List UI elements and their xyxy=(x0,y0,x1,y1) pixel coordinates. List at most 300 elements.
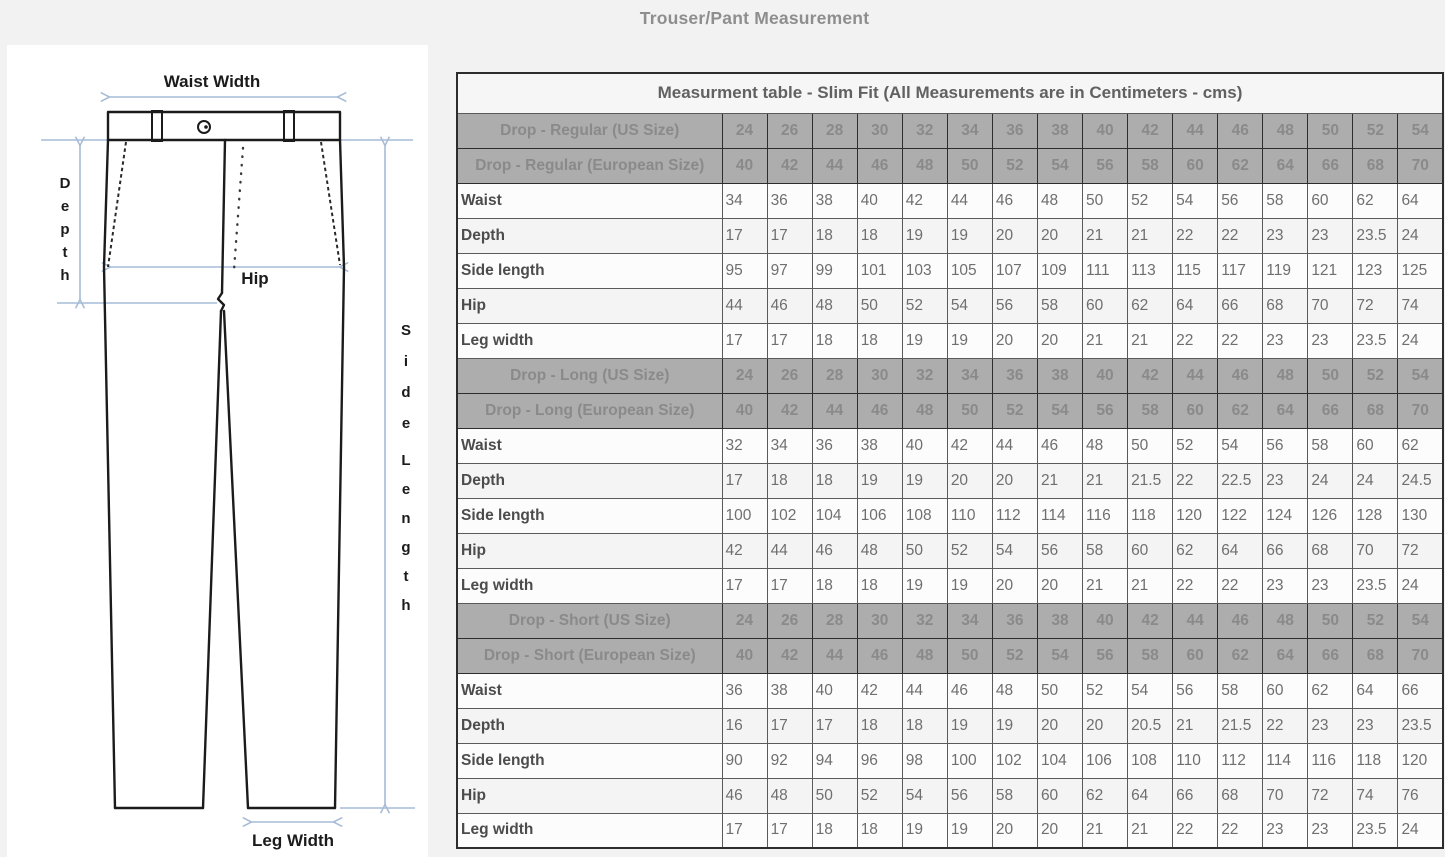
size-cell: 48 xyxy=(1263,358,1308,393)
size-cell: 28 xyxy=(812,113,857,148)
size-cell: 24 xyxy=(722,113,767,148)
value-cell: 66 xyxy=(1173,778,1218,813)
belt-loop-right xyxy=(284,111,294,141)
value-cell: 44 xyxy=(992,428,1037,463)
value-cell: 20 xyxy=(1083,708,1128,743)
waist-button-hole xyxy=(204,125,208,129)
value-cell: 20 xyxy=(992,323,1037,358)
value-cell: 18 xyxy=(812,323,857,358)
value-cell: 102 xyxy=(992,743,1037,778)
size-cell: 40 xyxy=(722,638,767,673)
value-cell: 102 xyxy=(767,498,812,533)
waist-width-label: Waist Width xyxy=(163,72,261,91)
value-cell: 68 xyxy=(1263,288,1308,323)
value-cell: 54 xyxy=(1128,673,1173,708)
value-cell: 60 xyxy=(1263,673,1308,708)
row-label: Leg width xyxy=(457,568,722,603)
table-row xyxy=(457,778,1443,813)
value-cell: 21.5 xyxy=(1128,463,1173,498)
value-cell: 17 xyxy=(767,813,812,848)
value-cell: 98 xyxy=(902,743,947,778)
side-label: S i d e xyxy=(400,322,412,432)
size-cell: 32 xyxy=(902,113,947,148)
value-cell: 118 xyxy=(1353,743,1398,778)
value-cell: 22 xyxy=(1218,218,1263,253)
value-cell: 66 xyxy=(1218,288,1263,323)
value-cell: 21 xyxy=(1083,323,1128,358)
table-row xyxy=(457,463,1443,498)
value-cell: 124 xyxy=(1263,498,1308,533)
value-cell: 111 xyxy=(1083,253,1128,288)
size-row-label: Drop - Regular (US Size) xyxy=(457,113,722,148)
value-cell: 23.5 xyxy=(1353,323,1398,358)
value-cell: 20 xyxy=(992,463,1037,498)
size-cell: 38 xyxy=(1037,358,1082,393)
value-cell: 70 xyxy=(1263,778,1308,813)
value-cell: 32 xyxy=(722,428,767,463)
value-cell: 54 xyxy=(1218,428,1263,463)
value-cell: 20.5 xyxy=(1128,708,1173,743)
value-cell: 22 xyxy=(1218,568,1263,603)
value-cell: 70 xyxy=(1353,533,1398,568)
value-cell: 22 xyxy=(1173,568,1218,603)
table-row xyxy=(457,708,1443,743)
value-cell: 104 xyxy=(1037,743,1082,778)
value-cell: 19 xyxy=(902,323,947,358)
size-cell: 26 xyxy=(767,113,812,148)
size-cell: 40 xyxy=(1083,113,1128,148)
row-label: Leg width xyxy=(457,323,722,358)
measurement-table xyxy=(456,72,1444,849)
size-cell: 62 xyxy=(1218,638,1263,673)
value-cell: 42 xyxy=(857,673,902,708)
size-cell: 42 xyxy=(767,148,812,183)
table-row xyxy=(457,568,1443,603)
size-cell: 58 xyxy=(1128,638,1173,673)
value-cell: 23.5 xyxy=(1353,218,1398,253)
size-row-label: Drop - Short (US Size) xyxy=(457,603,722,638)
size-cell: 60 xyxy=(1173,148,1218,183)
size-cell: 48 xyxy=(1263,113,1308,148)
size-cell: 44 xyxy=(812,638,857,673)
size-cell: 58 xyxy=(1128,148,1173,183)
waistband xyxy=(108,112,340,140)
value-cell: 58 xyxy=(1037,288,1082,323)
size-cell: 42 xyxy=(767,638,812,673)
row-label: Hip xyxy=(457,533,722,568)
size-cell: 46 xyxy=(857,148,902,183)
value-cell: 18 xyxy=(857,708,902,743)
value-cell: 38 xyxy=(767,673,812,708)
left-outer-seam xyxy=(104,140,115,808)
value-cell: 17 xyxy=(767,323,812,358)
table-row xyxy=(457,743,1443,778)
size-cell: 52 xyxy=(992,638,1037,673)
value-cell: 64 xyxy=(1398,183,1443,218)
value-cell: 60 xyxy=(1308,183,1353,218)
value-cell: 96 xyxy=(857,743,902,778)
value-cell: 20 xyxy=(992,568,1037,603)
value-cell: 54 xyxy=(1173,183,1218,218)
value-cell: 24 xyxy=(1353,463,1398,498)
value-cell: 19 xyxy=(947,708,992,743)
value-cell: 23.5 xyxy=(1353,813,1398,848)
value-cell: 18 xyxy=(857,218,902,253)
value-cell: 116 xyxy=(1083,498,1128,533)
value-cell: 18 xyxy=(857,568,902,603)
value-cell: 17 xyxy=(722,463,767,498)
size-cell: 60 xyxy=(1173,393,1218,428)
value-cell: 108 xyxy=(1128,743,1173,778)
value-cell: 48 xyxy=(992,673,1037,708)
value-cell: 20 xyxy=(1037,218,1082,253)
size-cell: 68 xyxy=(1353,638,1398,673)
value-cell: 22 xyxy=(1173,813,1218,848)
value-cell: 52 xyxy=(1128,183,1173,218)
value-cell: 121 xyxy=(1308,253,1353,288)
crotch-notch xyxy=(218,293,224,311)
size-cell: 40 xyxy=(1083,358,1128,393)
size-cell: 36 xyxy=(992,358,1037,393)
value-cell: 123 xyxy=(1353,253,1398,288)
value-cell: 16 xyxy=(722,708,767,743)
table-row xyxy=(457,533,1443,568)
value-cell: 112 xyxy=(1218,743,1263,778)
size-cell: 46 xyxy=(1218,113,1263,148)
row-label: Depth xyxy=(457,218,722,253)
size-cell: 36 xyxy=(992,113,1037,148)
size-cell: 64 xyxy=(1263,393,1308,428)
value-cell: 18 xyxy=(812,568,857,603)
value-cell: 72 xyxy=(1353,288,1398,323)
value-cell: 114 xyxy=(1263,743,1308,778)
value-cell: 18 xyxy=(857,323,902,358)
size-cell: 32 xyxy=(902,358,947,393)
size-row-label: Drop - Short (European Size) xyxy=(457,638,722,673)
value-cell: 52 xyxy=(947,533,992,568)
value-cell: 23 xyxy=(1308,708,1353,743)
size-cell: 56 xyxy=(1083,148,1128,183)
size-cell: 30 xyxy=(857,603,902,638)
size-cell: 54 xyxy=(1398,358,1443,393)
front-crease-dotted-line xyxy=(234,148,243,270)
value-cell: 100 xyxy=(722,498,767,533)
size-cell: 50 xyxy=(1308,358,1353,393)
right-pocket-line xyxy=(321,142,340,265)
value-cell: 24 xyxy=(1398,813,1443,848)
size-row-eu xyxy=(457,148,1443,183)
value-cell: 34 xyxy=(722,183,767,218)
size-cell: 44 xyxy=(1173,603,1218,638)
value-cell: 52 xyxy=(902,288,947,323)
value-cell: 58 xyxy=(1083,533,1128,568)
value-cell: 109 xyxy=(1037,253,1082,288)
row-label: Depth xyxy=(457,708,722,743)
size-cell: 68 xyxy=(1353,148,1398,183)
row-label: Hip xyxy=(457,288,722,323)
value-cell: 22.5 xyxy=(1218,463,1263,498)
size-cell: 42 xyxy=(1128,113,1173,148)
value-cell: 97 xyxy=(767,253,812,288)
size-cell: 66 xyxy=(1308,638,1353,673)
size-cell: 38 xyxy=(1037,603,1082,638)
value-cell: 125 xyxy=(1398,253,1443,288)
value-cell: 56 xyxy=(1173,673,1218,708)
table-row xyxy=(457,428,1443,463)
size-cell: 50 xyxy=(1308,113,1353,148)
value-cell: 58 xyxy=(1218,673,1263,708)
size-cell: 28 xyxy=(812,358,857,393)
size-cell: 34 xyxy=(947,113,992,148)
size-cell: 40 xyxy=(722,148,767,183)
value-cell: 64 xyxy=(1173,288,1218,323)
value-cell: 66 xyxy=(1263,533,1308,568)
row-label: Waist xyxy=(457,183,722,218)
value-cell: 19 xyxy=(947,323,992,358)
size-cell: 36 xyxy=(992,603,1037,638)
value-cell: 117 xyxy=(1218,253,1263,288)
size-row-eu xyxy=(457,393,1443,428)
value-cell: 19 xyxy=(947,218,992,253)
size-cell: 52 xyxy=(992,393,1037,428)
row-label: Leg width xyxy=(457,813,722,848)
value-cell: 62 xyxy=(1173,533,1218,568)
value-cell: 54 xyxy=(902,778,947,813)
value-cell: 46 xyxy=(1037,428,1082,463)
size-cell: 34 xyxy=(947,358,992,393)
size-cell: 38 xyxy=(1037,113,1082,148)
value-cell: 20 xyxy=(1037,568,1082,603)
value-cell: 23 xyxy=(1263,568,1308,603)
value-cell: 17 xyxy=(722,218,767,253)
value-cell: 107 xyxy=(992,253,1037,288)
value-cell: 50 xyxy=(812,778,857,813)
value-cell: 36 xyxy=(767,183,812,218)
value-cell: 112 xyxy=(992,498,1037,533)
depth-label: D e p t h xyxy=(59,175,71,284)
value-cell: 46 xyxy=(722,778,767,813)
value-cell: 48 xyxy=(1083,428,1128,463)
value-cell: 48 xyxy=(1037,183,1082,218)
value-cell: 110 xyxy=(947,498,992,533)
value-cell: 62 xyxy=(1353,183,1398,218)
row-label: Side length xyxy=(457,498,722,533)
value-cell: 126 xyxy=(1308,498,1353,533)
table-title-row xyxy=(457,73,1443,113)
size-row-us xyxy=(457,603,1443,638)
table-row xyxy=(457,183,1443,218)
size-cell: 56 xyxy=(1083,638,1128,673)
value-cell: 113 xyxy=(1128,253,1173,288)
value-cell: 23.5 xyxy=(1353,568,1398,603)
size-cell: 42 xyxy=(767,393,812,428)
value-cell: 23 xyxy=(1353,708,1398,743)
size-cell: 68 xyxy=(1353,393,1398,428)
size-cell: 42 xyxy=(1128,358,1173,393)
value-cell: 22 xyxy=(1263,708,1308,743)
value-cell: 20 xyxy=(1037,708,1082,743)
value-cell: 18 xyxy=(857,813,902,848)
value-cell: 74 xyxy=(1398,288,1443,323)
value-cell: 50 xyxy=(1037,673,1082,708)
value-cell: 48 xyxy=(857,533,902,568)
size-cell: 44 xyxy=(1173,113,1218,148)
value-cell: 17 xyxy=(722,568,767,603)
value-cell: 40 xyxy=(857,183,902,218)
value-cell: 54 xyxy=(947,288,992,323)
table-row xyxy=(457,323,1443,358)
value-cell: 42 xyxy=(722,533,767,568)
value-cell: 115 xyxy=(1173,253,1218,288)
value-cell: 72 xyxy=(1398,533,1443,568)
row-label: Side length xyxy=(457,743,722,778)
value-cell: 19 xyxy=(992,708,1037,743)
value-cell: 120 xyxy=(1173,498,1218,533)
size-cell: 54 xyxy=(1398,113,1443,148)
value-cell: 24 xyxy=(1398,568,1443,603)
row-label: Hip xyxy=(457,778,722,813)
value-cell: 38 xyxy=(857,428,902,463)
value-cell: 104 xyxy=(812,498,857,533)
size-cell: 44 xyxy=(1173,358,1218,393)
value-cell: 21 xyxy=(1037,463,1082,498)
value-cell: 103 xyxy=(902,253,947,288)
value-cell: 62 xyxy=(1308,673,1353,708)
size-cell: 40 xyxy=(1083,603,1128,638)
size-cell: 54 xyxy=(1037,638,1082,673)
value-cell: 19 xyxy=(947,568,992,603)
size-cell: 46 xyxy=(1218,603,1263,638)
size-cell: 28 xyxy=(812,603,857,638)
value-cell: 36 xyxy=(722,673,767,708)
value-cell: 92 xyxy=(767,743,812,778)
value-cell: 19 xyxy=(902,568,947,603)
value-cell: 21.5 xyxy=(1218,708,1263,743)
belt-loop-left xyxy=(152,111,162,141)
size-cell: 26 xyxy=(767,358,812,393)
value-cell: 22 xyxy=(1173,463,1218,498)
value-cell: 122 xyxy=(1218,498,1263,533)
size-cell: 64 xyxy=(1263,148,1308,183)
size-cell: 30 xyxy=(857,113,902,148)
value-cell: 21 xyxy=(1083,568,1128,603)
value-cell: 44 xyxy=(947,183,992,218)
value-cell: 18 xyxy=(812,218,857,253)
value-cell: 48 xyxy=(812,288,857,323)
value-cell: 50 xyxy=(857,288,902,323)
value-cell: 23 xyxy=(1308,813,1353,848)
length-label: L e n g t h xyxy=(401,452,411,614)
size-cell: 50 xyxy=(1308,603,1353,638)
value-cell: 21 xyxy=(1083,813,1128,848)
value-cell: 48 xyxy=(767,778,812,813)
measurement-table-body xyxy=(457,73,1443,848)
size-cell: 30 xyxy=(857,358,902,393)
table-row xyxy=(457,218,1443,253)
value-cell: 19 xyxy=(902,218,947,253)
size-cell: 24 xyxy=(722,603,767,638)
hip-label: Hip xyxy=(241,269,269,288)
value-cell: 23 xyxy=(1263,218,1308,253)
value-cell: 22 xyxy=(1218,813,1263,848)
size-cell: 50 xyxy=(947,638,992,673)
value-cell: 42 xyxy=(902,183,947,218)
left-inner-seam xyxy=(203,311,221,808)
row-label: Depth xyxy=(457,463,722,498)
size-cell: 46 xyxy=(857,393,902,428)
value-cell: 120 xyxy=(1398,743,1443,778)
value-cell: 119 xyxy=(1263,253,1308,288)
value-cell: 19 xyxy=(857,463,902,498)
size-cell: 54 xyxy=(1037,393,1082,428)
value-cell: 17 xyxy=(722,323,767,358)
value-cell: 56 xyxy=(1218,183,1263,218)
value-cell: 22 xyxy=(1173,323,1218,358)
size-cell: 48 xyxy=(1263,603,1308,638)
value-cell: 106 xyxy=(1083,743,1128,778)
value-cell: 66 xyxy=(1398,673,1443,708)
row-label: Side length xyxy=(457,253,722,288)
size-cell: 44 xyxy=(812,393,857,428)
value-cell: 17 xyxy=(722,813,767,848)
value-cell: 106 xyxy=(857,498,902,533)
size-cell: 24 xyxy=(722,358,767,393)
value-cell: 24 xyxy=(1308,463,1353,498)
value-cell: 100 xyxy=(947,743,992,778)
value-cell: 58 xyxy=(1263,183,1308,218)
value-cell: 95 xyxy=(722,253,767,288)
value-cell: 20 xyxy=(1037,813,1082,848)
value-cell: 24 xyxy=(1398,218,1443,253)
table-title: Measurment table - Slim Fit (All Measurements are in Centimeters - cms) xyxy=(457,73,1443,113)
value-cell: 94 xyxy=(812,743,857,778)
size-cell: 40 xyxy=(722,393,767,428)
value-cell: 17 xyxy=(812,708,857,743)
size-cell: 66 xyxy=(1308,148,1353,183)
value-cell: 52 xyxy=(1173,428,1218,463)
size-cell: 50 xyxy=(947,148,992,183)
value-cell: 20 xyxy=(992,813,1037,848)
value-cell: 21 xyxy=(1173,708,1218,743)
value-cell: 23 xyxy=(1263,323,1308,358)
value-cell: 99 xyxy=(812,253,857,288)
value-cell: 34 xyxy=(767,428,812,463)
table-row xyxy=(457,288,1443,323)
value-cell: 46 xyxy=(812,533,857,568)
value-cell: 60 xyxy=(1083,288,1128,323)
center-front-seam xyxy=(222,140,225,293)
size-cell: 32 xyxy=(902,603,947,638)
size-row-us xyxy=(457,358,1443,393)
value-cell: 130 xyxy=(1398,498,1443,533)
value-cell: 64 xyxy=(1353,673,1398,708)
value-cell: 21 xyxy=(1083,463,1128,498)
value-cell: 46 xyxy=(947,673,992,708)
value-cell: 18 xyxy=(902,708,947,743)
value-cell: 50 xyxy=(1083,183,1128,218)
value-cell: 58 xyxy=(1308,428,1353,463)
value-cell: 23 xyxy=(1308,218,1353,253)
value-cell: 17 xyxy=(767,218,812,253)
size-cell: 26 xyxy=(767,603,812,638)
size-cell: 60 xyxy=(1173,638,1218,673)
value-cell: 23 xyxy=(1263,813,1308,848)
value-cell: 21 xyxy=(1128,323,1173,358)
value-cell: 21 xyxy=(1128,813,1173,848)
value-cell: 68 xyxy=(1218,778,1263,813)
size-cell: 44 xyxy=(812,148,857,183)
value-cell: 64 xyxy=(1128,778,1173,813)
